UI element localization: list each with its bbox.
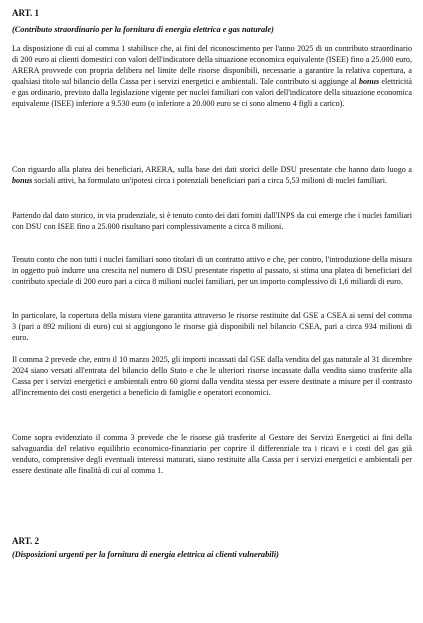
article-1-subtitle: (Contributo straordinario per la fornitura di energia elettrica e gas naturale) — [12, 25, 274, 34]
article-1-heading: ART. 1 — [12, 8, 40, 18]
paragraph-3: Partendo dal dato storico, in via prudenziale, si è tenuto conto dei dati forniti dall'INPS da cui emerge che i nuclei familiari con DSU con ISEE fino a 25.000 risultano pari complessivamente a circa 8 milioni. — [12, 211, 412, 231]
article-2-heading: ART. 2 — [12, 536, 40, 546]
paragraph-5: In particolare, la copertura della misura viene garantita attraverso le risorse restituite dal GSE a CSEA ai sensi del comma 3 (pari a 892 milioni di euro) cui si aggiungono le risorse già disponibili nel bilancio CSEA, pari a circa 934 milioni di euro. — [12, 311, 412, 342]
paragraph-6: Il comma 2 prevede che, entro il 10 marzo 2025, gli importi incassati dal GSE dalla vendita del gas naturale al 31 dicembre 2024 siano versati all'entrata del bilancio dello Stato e che le ulteriori risorse incassate dalla vendita siano trasferite alla Cassa per i servizi energetici e ambientali entro 60 giorni dalla vendita stessa per essere destinate a misure per il contrasto all'incremento dei costi energetici a beneficio di famiglie e operatori economici. — [12, 355, 412, 397]
paragraph-2: Con riguardo alla platea dei beneficiari, ARERA, sulla base dei dati storici delle DSU presentate che hanno dato luogo a bonus sociali attivi, ha formulato un'ipotesi circa i potenziali beneficiari pari a circa 5,53 milioni di nuclei familiari. — [12, 165, 412, 185]
article-2-subtitle: (Disposizioni urgenti per la fornitura di energia elettrica ai clienti vulnerabili) — [12, 550, 279, 559]
paragraph-4: Tenuto conto che non tutti i nuclei familiari sono titolari di un contratto attivo e che, per contro, l'introduzione della misura in oggetto può indurre una crescita nel numero di DSU presentate rispetto al passato, si stima una platea di beneficiari del contributo speciale di 200 euro pari a circa 8 milioni nuclei familiari, per un importo complessivo di 1,6 miliardi di euro. — [12, 255, 412, 286]
paragraph-7: Come sopra evidenziato il comma 3 prevede che le risorse già trasferite al Gestore dei Servizi Energetici ai fini della salvaguardia del relativo equilibrio economico-finanziario per coprire il differenziale tra i ricavi e i costi del gas già venduto, comprensive degli eventuali interessi maturati, siano restituite alla Cassa per i servizi energetici e ambientali per essere destinate alle finalità di cui al comma 1. — [12, 433, 412, 475]
paragraph-1: La disposizione di cui al comma 1 stabilisce che, ai fini del riconoscimento per l'anno 2025 di un contributo straordinario di 200 euro ai clienti domestici con valori dell'indicatore della situazione economica equivalente (ISEE) fino a 25.000 euro, ARERA provvede con propria delibera nel limite delle risorse disponibili, necessarie a garantire la relativa copertura, a qualsiasi titolo sul bilancio della Cassa per i servizi energetici e ambientali. Tale contributo si aggiunge al bonus elettricità e gas ordinario, previsto dalla legislazione vigente per nuclei familiari con valori dell'indicatore della situazione economica equivalente (ISEE) inferiore a 9.530 euro (o inferiore a 20.000 euro se ci sono almeno 4 figli a carico). — [12, 44, 412, 108]
